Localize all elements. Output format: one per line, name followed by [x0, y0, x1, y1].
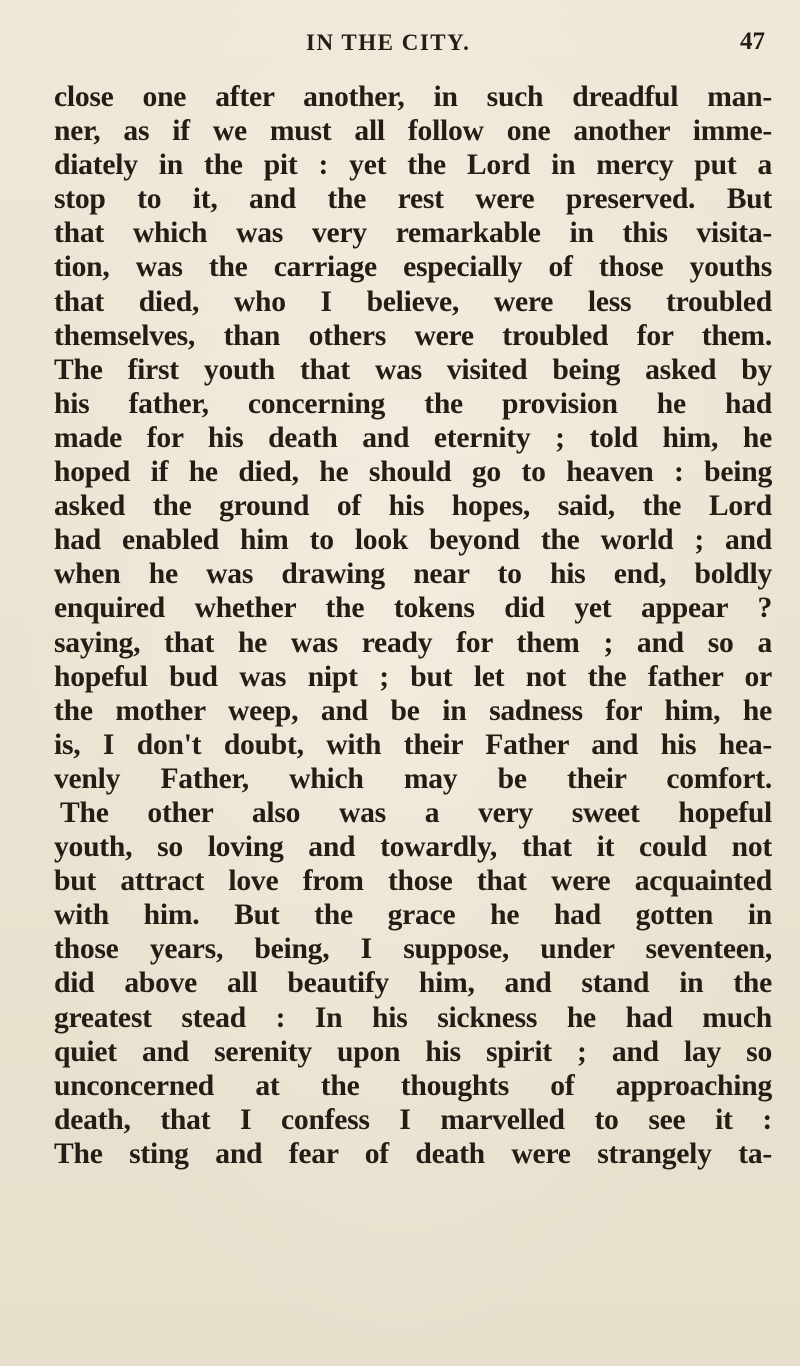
- text-line: tion, was the carriage especially of those youths: [54, 251, 772, 284]
- text-line: themselves, than others were troubled for them.: [54, 319, 772, 352]
- text-line: made for his death and eternity ; told him, he: [54, 421, 772, 454]
- text-line: had enabled him to look beyond the world ; and: [54, 524, 772, 557]
- running-head: [0, 30, 800, 62]
- text-line: the mother weep, and be in sadness for him, he: [54, 694, 772, 727]
- text-line: that which was very remarkable in this visita-: [54, 217, 772, 250]
- text-line: The other also was a very sweet hopeful: [60, 796, 772, 829]
- text-line: unconcerned at the thoughts of approaching: [54, 1069, 772, 1102]
- text-line: is, I don't doubt, with their Father and his hea-: [54, 728, 772, 761]
- text-line: hoped if he died, he should go to heaven : being: [54, 456, 772, 489]
- text-line: The first youth that was visited being asked by: [54, 353, 772, 386]
- text-line: enquired whether the tokens did yet appear ?: [54, 592, 772, 625]
- text-line: did above all beautify him, and stand in the: [54, 967, 772, 1000]
- text-line: those years, being, I suppose, under seventeen,: [54, 933, 772, 966]
- text-line: when he was drawing near to his end, boldly: [54, 558, 772, 591]
- text-line: his father, concerning the provision he had: [54, 387, 772, 420]
- text-line: diately in the pit : yet the Lord in mercy put a: [54, 149, 772, 182]
- text-line: with him. But the grace he had gotten in: [54, 899, 772, 932]
- text-line: close one after another, in such dreadful man-: [54, 81, 772, 113]
- body-text: [54, 80, 772, 1171]
- text-line: ner, as if we must all follow one another imme-: [54, 115, 772, 148]
- text-line: saying, that he was ready for them ; and so a: [54, 626, 772, 659]
- text-line: venly Father, which may be their comfort.: [54, 762, 772, 795]
- text-line: greatest stead : In his sickness he had much: [54, 1001, 772, 1034]
- text-line: quiet and serenity upon his spirit ; and lay so: [54, 1035, 772, 1068]
- text-line: but attract love from those that were acquainted: [54, 865, 772, 898]
- text-line: that died, who I believe, were less troubled: [54, 285, 772, 318]
- text-line: youth, so loving and towardly, that it could not: [54, 831, 772, 864]
- page-number: 47: [740, 28, 765, 55]
- text-line: asked the ground of his hopes, said, the Lord: [54, 490, 772, 523]
- running-head-title: IN THE CITY.: [306, 30, 471, 55]
- text-line: death, that I confess I marvelled to see it :: [54, 1103, 772, 1136]
- text-line: The sting and fear of death were strangely ta-: [54, 1137, 772, 1170]
- text-line: stop to it, and the rest were preserved. But: [54, 183, 772, 216]
- text-line: hopeful bud was nipt ; but let not the father or: [54, 660, 772, 693]
